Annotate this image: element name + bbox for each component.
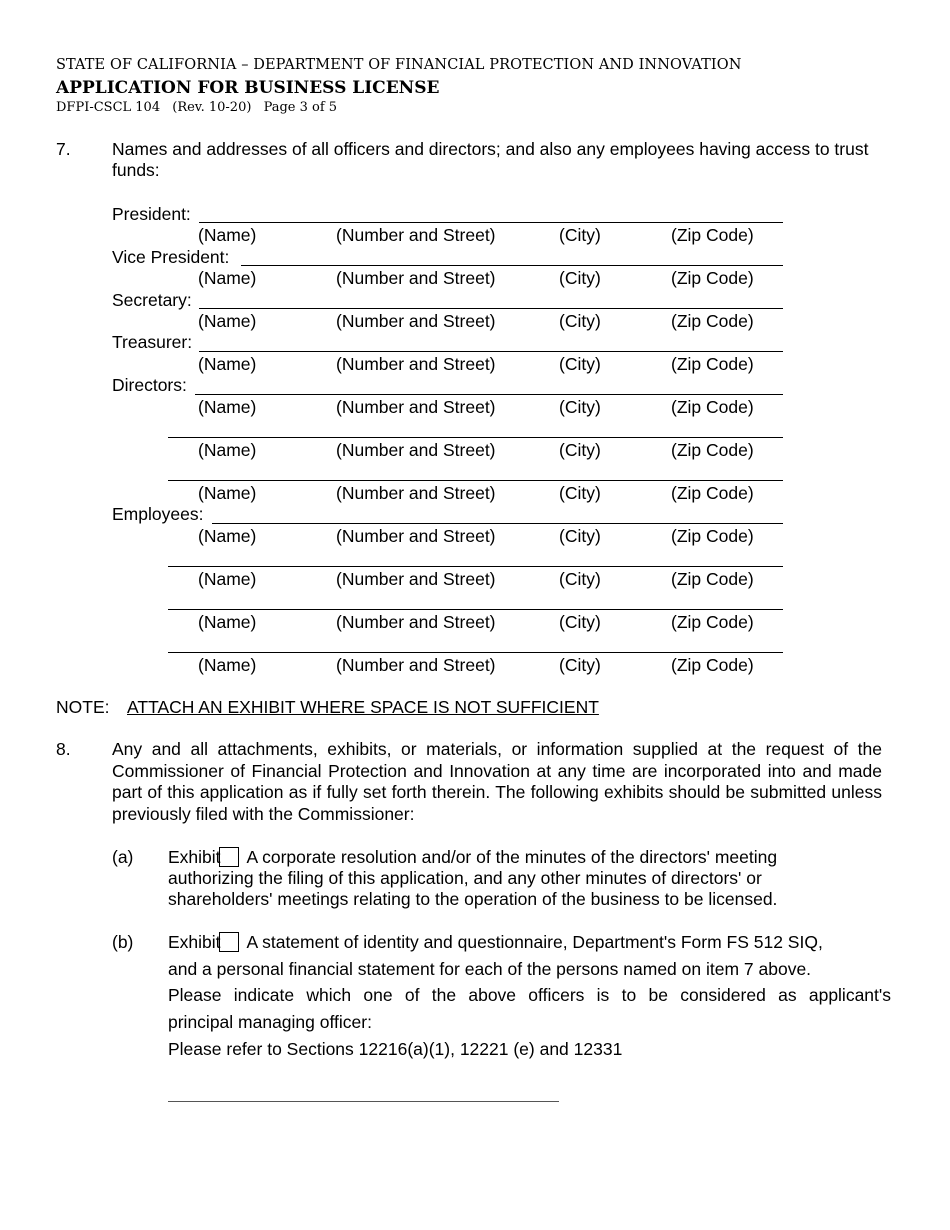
caption-name: (Name) (198, 397, 257, 417)
director-1-input-line[interactable] (195, 394, 783, 395)
item-8b-line3: Please indicate which one of the above officers is to be considered as applicant's (168, 985, 891, 1005)
employee-4-input-line[interactable] (168, 652, 783, 653)
caption-name: (Name) (198, 569, 257, 589)
caption-zip: (Zip Code) (671, 569, 754, 589)
caption-name: (Name) (198, 225, 257, 245)
caption-city: (City) (559, 311, 601, 331)
form-title: APPLICATION FOR BUSINESS LICENSE (56, 78, 440, 98)
caption-name: (Name) (198, 311, 257, 331)
caption-zip: (Zip Code) (671, 440, 754, 460)
caption-city: (City) (559, 397, 601, 417)
exhibit-a-label: Exhibit (168, 847, 221, 867)
page-number: Page 3 of 5 (263, 100, 338, 115)
caption-name: (Name) (198, 440, 257, 460)
item-8a-text-line1: A corporate resolution and/or of the minutes of the directors' meeting (246, 847, 778, 867)
item-7-text-line1: Names and addresses of all officers and directors; and also any employees having access to trust (112, 139, 869, 159)
form-meta (56, 100, 345, 115)
employee-3-input-line[interactable] (168, 609, 783, 610)
caption-zip: (Zip Code) (671, 526, 754, 546)
item-8b-line1 (168, 932, 823, 954)
caption-city: (City) (559, 569, 601, 589)
caption-zip: (Zip Code) (671, 397, 754, 417)
caption-street: (Number and Street) (336, 268, 496, 288)
principal-officer-input-line[interactable] (168, 1101, 559, 1102)
caption-zip: (Zip Code) (671, 483, 754, 503)
caption-zip: (Zip Code) (671, 655, 754, 675)
caption-street: (Number and Street) (336, 311, 496, 331)
caption-zip: (Zip Code) (671, 311, 754, 331)
caption-city: (City) (559, 225, 601, 245)
caption-name: (Name) (198, 354, 257, 374)
caption-zip: (Zip Code) (671, 354, 754, 374)
item-8-number: 8. (56, 739, 71, 759)
caption-street: (Number and Street) (336, 612, 496, 632)
caption-city: (City) (559, 655, 601, 675)
vice-president-label: Vice President: (112, 247, 230, 267)
item-8b-label: (b) (112, 932, 134, 952)
item-8a-label: (a) (112, 847, 134, 867)
secretary-input-line[interactable] (199, 308, 783, 309)
caption-name: (Name) (198, 655, 257, 675)
caption-name: (Name) (198, 483, 257, 503)
secretary-label: Secretary: (112, 290, 192, 310)
caption-city: (City) (559, 268, 601, 288)
caption-street: (Number and Street) (336, 397, 496, 417)
caption-street: (Number and Street) (336, 483, 496, 503)
exhibit-b-label: Exhibit (168, 932, 221, 952)
form-revision: (Rev. 10-20) (172, 100, 252, 115)
caption-street: (Number and Street) (336, 440, 496, 460)
caption-name: (Name) (198, 612, 257, 632)
caption-name: (Name) (198, 268, 257, 288)
employee-2-input-line[interactable] (168, 566, 783, 567)
employee-1-input-line[interactable] (212, 523, 783, 524)
caption-street: (Number and Street) (336, 526, 496, 546)
caption-street: (Number and Street) (336, 655, 496, 675)
treasurer-input-line[interactable] (199, 351, 783, 352)
item-8b-line2: and a personal financial statement for each of the persons named on item 7 above. (168, 959, 812, 979)
caption-city: (City) (559, 440, 601, 460)
caption-city: (City) (559, 483, 601, 503)
form-id: DFPI-CSCL 104 (56, 100, 161, 115)
caption-city: (City) (559, 526, 601, 546)
director-3-input-line[interactable] (168, 480, 783, 481)
agency-header: STATE OF CALIFORNIA – DEPARTMENT OF FINANCIAL PROTECTION AND INNOVATION (56, 57, 742, 73)
item-7-text-line2: funds: (112, 160, 160, 180)
treasurer-label: Treasurer: (112, 332, 193, 352)
note-text: ATTACH AN EXHIBIT WHERE SPACE IS NOT SUFFICIENT (127, 697, 599, 717)
caption-street: (Number and Street) (336, 569, 496, 589)
item-8b-line4: principal managing officer: (168, 1012, 372, 1032)
caption-zip: (Zip Code) (671, 612, 754, 632)
caption-name: (Name) (198, 526, 257, 546)
caption-zip: (Zip Code) (671, 225, 754, 245)
item-8b-text-line1: A statement of identity and questionnaire, Department's Form FS 512 SIQ, (246, 932, 823, 952)
president-input-line[interactable] (199, 222, 783, 223)
item-7-number: 7. (56, 139, 71, 159)
caption-city: (City) (559, 354, 601, 374)
vice-president-input-line[interactable] (241, 265, 783, 266)
note-label: NOTE: (56, 697, 110, 717)
directors-label: Directors: (112, 375, 187, 395)
caption-street: (Number and Street) (336, 354, 496, 374)
caption-zip: (Zip Code) (671, 268, 754, 288)
caption-city: (City) (559, 612, 601, 632)
exhibit-b-checkbox[interactable] (219, 932, 239, 952)
president-label: President: (112, 204, 191, 224)
item-8-text: Any and all attachments, exhibits, or materials, or information supplied at the request of the Commissioner of Financial Protection and Innovation at any time are incorporated into and made part of this application as if fully set forth therein. The following exhibits should be submitted unless previously filed with the Commissioner: (112, 739, 882, 824)
item-8a-line1 (168, 847, 777, 869)
director-2-input-line[interactable] (168, 437, 783, 438)
caption-street: (Number and Street) (336, 225, 496, 245)
exhibit-a-checkbox[interactable] (219, 847, 239, 867)
item-8a-line3: shareholders' meetings relating to the operation of the business to be licensed. (168, 889, 778, 909)
item-8a-line2: authorizing the filing of this application, and any other minutes of directors' or (168, 868, 762, 888)
employees-label: Employees: (112, 504, 204, 524)
item-8b-refer: Please refer to Sections 12216(a)(1), 12221 (e) and 12331 (168, 1039, 623, 1059)
